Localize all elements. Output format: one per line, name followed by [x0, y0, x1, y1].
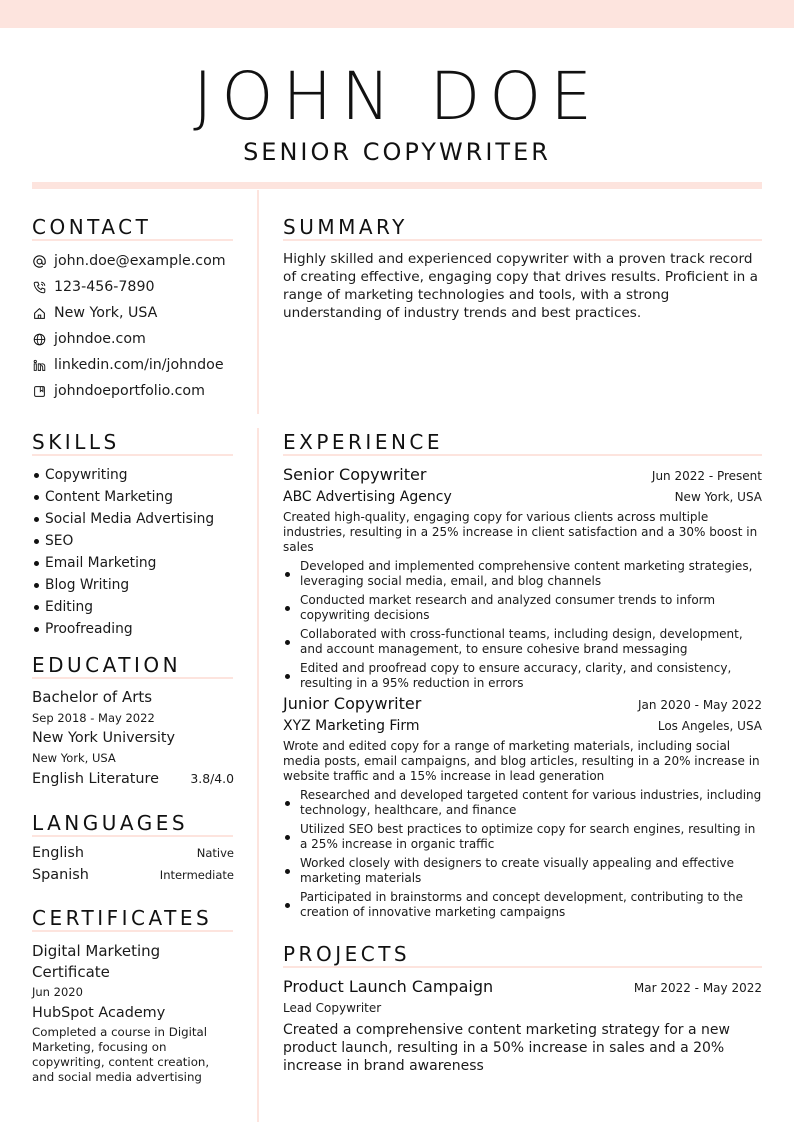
contact-email[interactable]: [32, 248, 247, 274]
contact-text: johndoe.com: [54, 331, 146, 347]
project-title: Product Launch Campaign: [283, 977, 494, 996]
contact-list: [32, 248, 247, 404]
project-entry: [283, 977, 762, 1075]
section-rule: [32, 835, 233, 837]
section-rule: [283, 966, 762, 968]
certificate-name: Digital Marketing Certificate: [32, 942, 161, 981]
skill-item: Content Marketing: [32, 486, 247, 508]
contact-text: john.doe@example.com: [54, 253, 226, 269]
certificate-description: Completed a course in Digital Marketing, focusing on copywriting, content creation, and social media advertising: [32, 1025, 210, 1084]
job-title-heading: SENIOR COPYWRITER: [243, 138, 551, 166]
candidate-name: JOHN DOE: [193, 58, 601, 135]
contact-text: johndoeportfolio.com: [54, 383, 205, 399]
contact-linkedin[interactable]: [32, 352, 247, 378]
contact-text: New York, USA: [54, 305, 158, 321]
contact-heading: CONTACT: [32, 215, 152, 239]
project-description: Created a comprehensive content marketing strategy for a new product launch, resulting in a 50% increase in sales and a 20% increase in brand awareness: [283, 1022, 730, 1074]
certificates-heading: CERTIFICATES: [32, 906, 213, 930]
skill-item: Social Media Advertising: [32, 508, 247, 530]
skills-heading: SKILLS: [32, 430, 120, 454]
skills-list: [32, 464, 247, 640]
job-title: Junior Copywriter: [283, 694, 422, 713]
certificate-issuer: HubSpot Academy: [32, 1005, 166, 1021]
portfolio-icon: [32, 384, 46, 398]
job-description: Created high-quality, engaging copy for various clients across multiple industries, resulting in a 25% increase in client satisfaction and a 30% boost in sales: [283, 510, 758, 554]
bullet-item: Worked closely with designers to create visually appealing and effective marketing materials: [283, 856, 762, 886]
section-rule: [283, 239, 762, 241]
contact-text: linkedin.com/in/johndoe: [54, 357, 224, 373]
skill-item: Copywriting: [32, 464, 247, 486]
company-name: XYZ Marketing Firm: [283, 718, 420, 734]
home-icon: [32, 306, 46, 320]
skill-item: Blog Writing: [32, 574, 247, 596]
company-name: ABC Advertising Agency: [283, 489, 452, 505]
bullet-item: Researched and developed targeted content for various industries, including technology, healthcare, and finance: [283, 788, 762, 818]
job-description: Wrote and edited copy for a range of marketing materials, including social media posts, email campaigns, and blog articles, resulting in a 20% increase in website traffic and a 15% increase in lead generation: [283, 739, 760, 783]
bullet-item: Developed and implemented comprehensive content marketing strategies, leveraging social media, email, and blog channels: [283, 559, 762, 589]
header-divider: [32, 182, 762, 189]
bullet-item: Edited and proofread copy to ensure accuracy, clarity, and consistency, resulting in a 95% reduction in errors: [283, 661, 762, 691]
gpa: 3.8/4.0: [190, 771, 234, 786]
job-title: Senior Copywriter: [283, 465, 427, 484]
project-role: Lead Copywriter: [283, 1001, 382, 1015]
summary-heading: SUMMARY: [283, 215, 408, 239]
summary-text: Highly skilled and experienced copywriter with a proven track record of creating effective, engaging copy that drives results. Proficient in a range of marketing technologies and tools, with a strong understanding of industry trends and best practices.: [283, 251, 758, 321]
skill-item: Proofreading: [32, 618, 247, 640]
field-of-study: English Literature: [32, 771, 159, 787]
projects-heading: PROJECTS: [283, 942, 411, 966]
top-accent-band: [0, 0, 794, 28]
contact-website[interactable]: [32, 326, 247, 352]
degree: Bachelor of Arts: [32, 688, 153, 706]
school-location: New York, USA: [32, 751, 116, 765]
school-name: New York University: [32, 730, 176, 746]
contact-text: 123-456-7890: [54, 279, 155, 295]
globe-icon: [32, 332, 46, 346]
language-item: English Native: [32, 845, 234, 861]
skill-item: Email Marketing: [32, 552, 247, 574]
bullet-item: Utilized SEO best practices to optimize copy for search engines, resulting in a 25% increase in organic traffic: [283, 822, 762, 852]
bullet-item: Participated in brainstorms and concept development, contributing to the creation of innovative marketing campaigns: [283, 890, 762, 920]
contact-location: [32, 300, 247, 326]
job-bullets: [283, 559, 762, 691]
column-divider: [257, 428, 259, 1122]
experience-entry: [283, 465, 762, 695]
certificate-entry: [32, 941, 232, 1085]
job-bullets: [283, 788, 762, 920]
job-dates: Jun 2022 - Present: [651, 469, 762, 483]
section-rule: [32, 454, 233, 456]
column-divider: [257, 190, 259, 414]
skill-item: SEO: [32, 530, 247, 552]
section-rule: [32, 239, 233, 241]
language-item: Spanish Intermediate: [32, 867, 234, 883]
linkedin-icon: [32, 358, 46, 372]
languages-list: [32, 845, 234, 889]
experience-entry: [283, 694, 762, 924]
contact-portfolio[interactable]: [32, 378, 247, 404]
education-heading: EDUCATION: [32, 653, 182, 677]
job-location: Los Angeles, USA: [657, 719, 762, 733]
section-rule: [32, 930, 233, 932]
certificate-date: Jun 2020: [32, 985, 83, 999]
contact-phone[interactable]: [32, 274, 247, 300]
job-location: New York, USA: [674, 490, 762, 504]
skill-item: Editing: [32, 596, 247, 618]
education-entry: [32, 688, 234, 787]
phone-icon: [32, 280, 46, 294]
section-rule: [32, 677, 233, 679]
experience-heading: EXPERIENCE: [283, 430, 444, 454]
project-dates: Mar 2022 - May 2022: [633, 981, 762, 995]
bullet-item: Conducted market research and analyzed consumer trends to inform copywriting decisions: [283, 593, 762, 623]
job-dates: Jan 2020 - May 2022: [638, 698, 762, 712]
bullet-item: Collaborated with cross-functional teams, including design, development, and account management, to ensure cohesive brand messaging: [283, 627, 762, 657]
languages-heading: LANGUAGES: [32, 811, 189, 835]
section-rule: [283, 454, 762, 456]
education-dates: Sep 2018 - May 2022: [32, 711, 155, 725]
at-icon: [32, 254, 46, 268]
